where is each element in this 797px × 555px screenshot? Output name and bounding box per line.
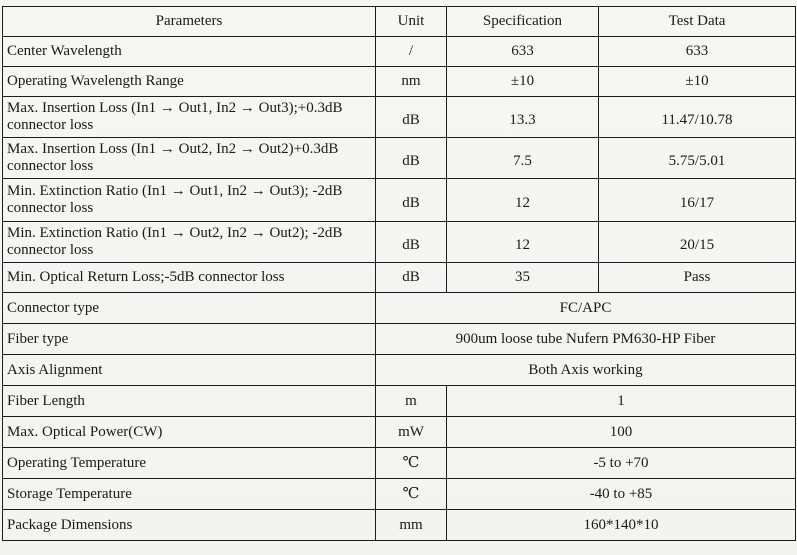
test-cell (599, 179, 796, 222)
spec-cell: ±10 (447, 67, 599, 97)
spec-cell (447, 179, 599, 222)
table-row (3, 97, 796, 138)
param-cell: Fiber Length (3, 386, 376, 417)
spec-cell: 633 (447, 37, 599, 67)
unit-cell: / (376, 37, 447, 67)
table-row (3, 417, 796, 448)
spec-value: 12 (515, 236, 530, 253)
header-test-data: Test Data (599, 7, 796, 37)
unit-cell (376, 138, 447, 179)
test-cell (599, 97, 796, 138)
merged-value-cell: FC/APC (376, 293, 796, 324)
table-row (3, 179, 796, 222)
unit-cell (376, 222, 447, 263)
test-value: 5.75/5.01 (668, 152, 726, 169)
spec-table (2, 6, 796, 541)
param-cell: Storage Temperature (3, 479, 376, 510)
table-row (3, 263, 796, 293)
table-row (3, 138, 796, 179)
unit-cell (376, 179, 447, 222)
header-specification: Specification (447, 7, 599, 37)
param-cell: Center Wavelength (3, 37, 376, 67)
param-cell (3, 138, 376, 179)
table-row (3, 67, 796, 97)
unit-cell: nm (376, 67, 447, 97)
test-value: 16/17 (679, 194, 715, 211)
table-row (3, 355, 796, 386)
table-row (3, 37, 796, 67)
test-cell (599, 222, 796, 263)
test-cell (599, 138, 796, 179)
table-row (3, 448, 796, 479)
test-cell: 633 (599, 37, 796, 67)
param-cell (3, 97, 376, 138)
test-value: 11.47/10.78 (661, 111, 733, 128)
unit-cell: m (376, 386, 447, 417)
param-text: Max. Insertion Loss (In1 → Out1, In2 → Out3);+0.3dB connector loss (7, 100, 343, 133)
unit-value: dB (402, 194, 420, 211)
header-parameters: Parameters (3, 7, 376, 37)
value-cell: -5 to +70 (447, 448, 796, 479)
unit-value: dB (402, 236, 420, 253)
unit-cell: mW (376, 417, 447, 448)
param-cell (3, 179, 376, 222)
spec-value: 12 (515, 194, 530, 211)
table-row (3, 293, 796, 324)
value-cell: -40 to +85 (447, 479, 796, 510)
spec-cell: 35 (447, 263, 599, 293)
table-row (3, 479, 796, 510)
value-cell: 160*140*10 (447, 510, 796, 541)
param-cell: Connector type (3, 293, 376, 324)
test-cell: Pass (599, 263, 796, 293)
param-cell: Min. Optical Return Loss;-5dB connector loss (3, 263, 376, 293)
spec-value: 13.3 (509, 111, 536, 128)
table-row (3, 510, 796, 541)
unit-cell: dB (376, 263, 447, 293)
spec-value: 7.5 (513, 152, 532, 169)
unit-value: dB (402, 111, 420, 128)
merged-value-cell: 900um loose tube Nufern PM630-HP Fiber (376, 324, 796, 355)
spec-cell (447, 97, 599, 138)
unit-value: dB (402, 152, 420, 169)
unit-cell: mm (376, 510, 447, 541)
param-text: Min. Extinction Ratio (In1 → Out2, In2 → Out2); -2dB connector loss (7, 225, 343, 258)
param-cell: Operating Temperature (3, 448, 376, 479)
value-cell: 1 (447, 386, 796, 417)
merged-value-cell: Both Axis working (376, 355, 796, 386)
unit-cell: ℃ (376, 479, 447, 510)
param-cell: Package Dimensions (3, 510, 376, 541)
param-text: Max. Insertion Loss (In1 → Out2, In2 → Out2)+0.3dB connector loss (7, 141, 339, 174)
header-row (3, 7, 796, 37)
param-cell: Max. Optical Power(CW) (3, 417, 376, 448)
param-cell (3, 222, 376, 263)
unit-cell: ℃ (376, 448, 447, 479)
spec-cell (447, 222, 599, 263)
header-unit: Unit (376, 7, 447, 37)
unit-cell (376, 97, 447, 138)
param-cell: Operating Wavelength Range (3, 67, 376, 97)
param-cell: Fiber type (3, 324, 376, 355)
spec-cell (447, 138, 599, 179)
param-cell: Axis Alignment (3, 355, 376, 386)
table-row (3, 324, 796, 355)
table-row (3, 386, 796, 417)
table-row (3, 222, 796, 263)
test-value: 20/15 (679, 236, 715, 253)
param-text: Min. Extinction Ratio (In1 → Out1, In2 → Out3); -2dB connector loss (7, 183, 343, 216)
value-cell: 100 (447, 417, 796, 448)
test-cell: ±10 (599, 67, 796, 97)
